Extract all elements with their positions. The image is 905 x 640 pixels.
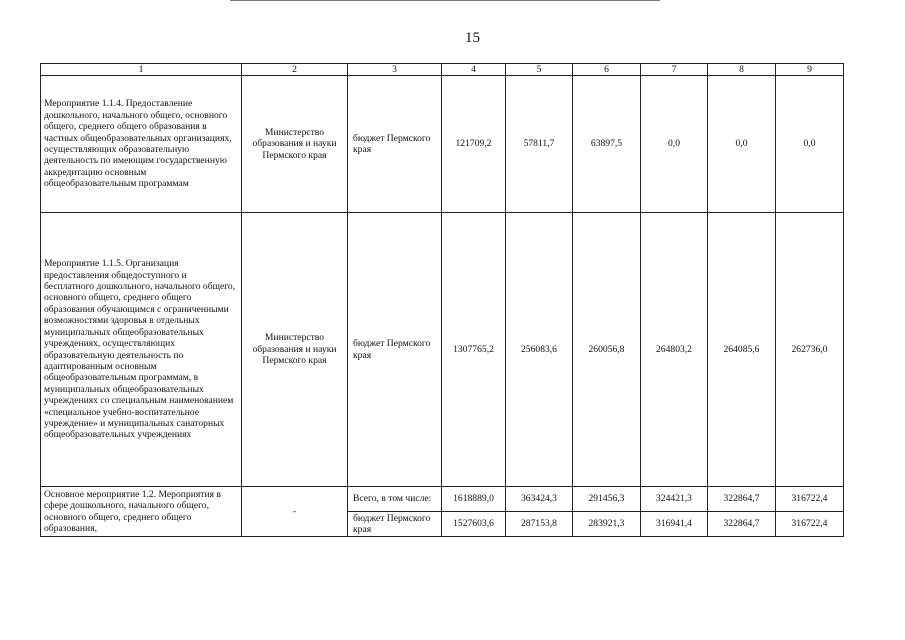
event-description: Мероприятие 1.1.4. Предоставление дошкольного, начального общего, основного общего, среднего общего образования в частных общеобразовательных организациях, осуществляющих образовательную деятельность по имеющим государственную аккредитацию основным общеобразовательным программам bbox=[41, 76, 242, 213]
value-cell: 57811,7 bbox=[506, 76, 573, 213]
source-cell: бюджет Пермского края bbox=[348, 512, 442, 537]
column-header: 6 bbox=[573, 64, 641, 76]
value-cell: 283921,3 bbox=[573, 512, 641, 537]
value-cell: 316722,4 bbox=[776, 487, 844, 512]
value-cell: 264085,6 bbox=[708, 213, 776, 487]
column-header: 1 bbox=[41, 64, 242, 76]
value-cell: 291456,3 bbox=[573, 487, 641, 512]
source-cell: Всего, в том числе: bbox=[348, 487, 442, 512]
value-cell: 260056,8 bbox=[573, 213, 641, 487]
value-cell: 1618889,0 bbox=[442, 487, 506, 512]
column-header: 3 bbox=[348, 64, 442, 76]
value-cell: 322864,7 bbox=[708, 512, 776, 537]
table-row bbox=[41, 76, 844, 213]
column-header: 9 bbox=[776, 64, 844, 76]
source-cell: бюджет Пермского края bbox=[348, 76, 442, 213]
value-cell: 0,0 bbox=[641, 76, 708, 213]
value-cell: 256083,6 bbox=[506, 213, 573, 487]
executor-cell: Министерство образования и науки Пермского края bbox=[242, 213, 348, 487]
page-number: 15 bbox=[465, 30, 480, 46]
column-header: 2 bbox=[242, 64, 348, 76]
value-cell: 1527603,6 bbox=[442, 512, 506, 537]
executor-cell: Министерство образования и науки Пермского края bbox=[242, 76, 348, 213]
event-description: Мероприятие 1.1.5. Организация предоставления общедоступного и бесплатного дошкольного, начального общего, основного общего, среднего общего образования обучающимся с ограниченными возможностями здоровья в отдельных муниципальных общеобразовательных учреждениях, осуществляющих образовательную деятельность по адаптированным основным общеобразовательным программам, в муниципальных общеобразовательных учреждениях со специальным наименованием «специальное учебно-воспитательное учреждение» и муниципальных санаторных общеобразовательных учреждениях bbox=[41, 213, 242, 487]
value-cell: 63897,5 bbox=[573, 76, 641, 213]
value-cell: 324421,3 bbox=[641, 487, 708, 512]
value-cell: 264803,2 bbox=[641, 213, 708, 487]
value-cell: 322864,7 bbox=[708, 487, 776, 512]
column-header: 7 bbox=[641, 64, 708, 76]
executor-cell: - bbox=[242, 487, 348, 537]
value-cell: 316941,4 bbox=[641, 512, 708, 537]
value-cell: 1307765,2 bbox=[442, 213, 506, 487]
column-header: 8 bbox=[708, 64, 776, 76]
event-description: Основное мероприятие 1.2. Мероприятия в сфере дошкольного, начального общего, основного общего, среднего общего образования, bbox=[41, 487, 242, 537]
budget-table bbox=[40, 63, 844, 537]
column-header: 5 bbox=[506, 64, 573, 76]
value-cell: 0,0 bbox=[776, 76, 844, 213]
value-cell: 262736,0 bbox=[776, 213, 844, 487]
value-cell: 287153,8 bbox=[506, 512, 573, 537]
column-header-row bbox=[41, 64, 844, 76]
source-cell: бюджет Пермского края bbox=[348, 213, 442, 487]
column-header: 4 bbox=[442, 64, 506, 76]
top-rule bbox=[230, 0, 660, 1]
value-cell: 316722,4 bbox=[776, 512, 844, 537]
value-cell: 0,0 bbox=[708, 76, 776, 213]
value-cell: 121709,2 bbox=[442, 76, 506, 213]
value-cell: 363424,3 bbox=[506, 487, 573, 512]
table-row bbox=[41, 213, 844, 487]
table-row bbox=[41, 487, 844, 512]
